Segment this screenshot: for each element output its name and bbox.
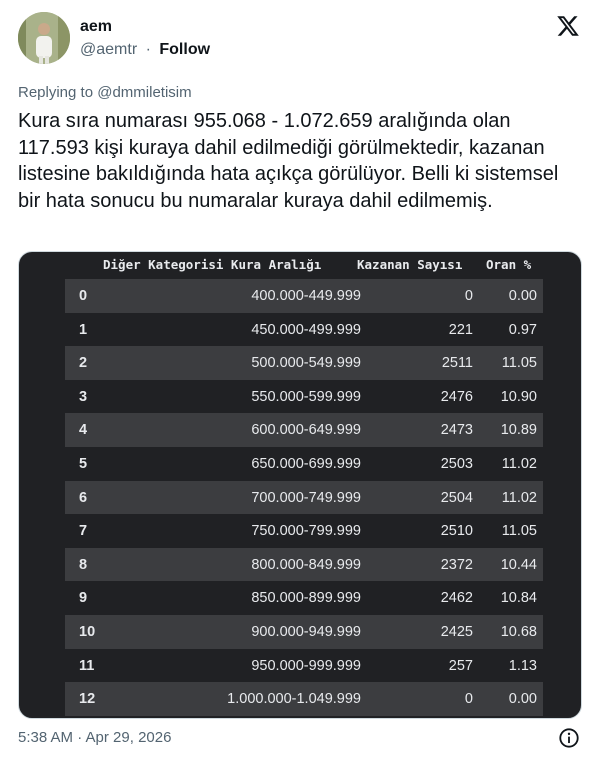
table-row bbox=[65, 548, 543, 582]
row-rate: 0.00 bbox=[508, 288, 537, 304]
table-row bbox=[65, 413, 543, 447]
x-logo-icon[interactable] bbox=[556, 14, 580, 38]
table-row bbox=[65, 346, 543, 380]
header-rate: Oran % bbox=[486, 257, 532, 272]
separator-dot: · bbox=[145, 41, 151, 58]
follow-button[interactable]: Follow bbox=[159, 41, 211, 58]
row-index: 7 bbox=[79, 523, 88, 540]
row-count: 2503 bbox=[440, 455, 473, 472]
table-row bbox=[65, 313, 543, 347]
row-range: 1.000.000-1.049.999 bbox=[227, 691, 361, 708]
tweet-header bbox=[18, 12, 582, 66]
row-range: 500.000-549.999 bbox=[251, 355, 361, 372]
table-row bbox=[65, 581, 543, 615]
row-count: 2476 bbox=[440, 388, 473, 405]
row-index: 1 bbox=[79, 321, 88, 338]
row-range: 950.000-999.999 bbox=[251, 657, 361, 674]
row-range: 800.000-849.999 bbox=[251, 556, 361, 573]
tweet-body: Kura sıra numarası 955.068 - 1.072.659 aralığında olan 117.593 kişi kuraya dahil edilmediği görülmektedir, kazanan listesine bakıldığında hata açıkça görülüyor. Belli ki sistemsel bir hata sonucu bu numaralar kuraya dahil edilmemiş. bbox=[18, 110, 559, 212]
row-count: 0 bbox=[464, 288, 473, 304]
row-range: 400.000-449.999 bbox=[251, 288, 361, 304]
table-row bbox=[65, 447, 543, 481]
row-index: 9 bbox=[79, 590, 88, 607]
author-handle[interactable]: @aemtr bbox=[80, 41, 138, 58]
row-rate: 11.02 bbox=[501, 489, 537, 506]
table-image[interactable] bbox=[18, 251, 582, 719]
row-rate: 0.00 bbox=[508, 691, 537, 708]
row-index: 3 bbox=[79, 388, 88, 405]
author-meta bbox=[80, 41, 210, 59]
row-range: 550.000-599.999 bbox=[251, 388, 361, 405]
row-rate: 11.02 bbox=[501, 455, 537, 472]
avatar[interactable] bbox=[18, 12, 70, 64]
row-index: 11 bbox=[79, 657, 95, 674]
row-rate: 11.05 bbox=[501, 355, 537, 372]
row-range: 600.000-649.999 bbox=[251, 422, 361, 439]
row-range: 650.000-699.999 bbox=[251, 455, 361, 472]
avatar-image bbox=[18, 12, 70, 64]
row-rate: 10.84 bbox=[500, 590, 537, 607]
row-range: 900.000-949.999 bbox=[251, 623, 361, 640]
row-range: 850.000-899.999 bbox=[251, 590, 361, 607]
table-row bbox=[65, 279, 543, 313]
table-row bbox=[65, 649, 543, 683]
row-index: 5 bbox=[79, 455, 88, 472]
row-count: 2473 bbox=[440, 422, 473, 439]
row-count: 0 bbox=[464, 691, 473, 708]
row-count: 2425 bbox=[440, 623, 473, 640]
author-name[interactable]: aem bbox=[80, 18, 113, 35]
row-index: 0 bbox=[79, 288, 88, 304]
row-rate: 1.13 bbox=[508, 657, 537, 674]
table-row bbox=[65, 380, 543, 414]
row-rate: 0.97 bbox=[508, 321, 537, 338]
row-index: 4 bbox=[79, 422, 88, 439]
row-count: 2372 bbox=[440, 556, 473, 573]
row-count: 2511 bbox=[441, 355, 473, 372]
row-count: 2504 bbox=[440, 489, 473, 506]
table-row bbox=[65, 682, 543, 716]
reply-handle[interactable]: @dmmiletisim bbox=[97, 84, 192, 101]
row-index: 2 bbox=[79, 355, 88, 372]
row-rate: 10.89 bbox=[500, 422, 537, 439]
row-rate: 10.68 bbox=[500, 623, 537, 640]
row-index: 10 bbox=[79, 623, 96, 640]
row-count: 221 bbox=[448, 321, 473, 338]
table-header bbox=[19, 252, 582, 276]
header-range: Diğer Kategorisi Kura Aralığı bbox=[103, 257, 322, 272]
header-count: Kazanan Sayısı bbox=[357, 257, 463, 272]
table-row bbox=[65, 481, 543, 515]
row-range: 450.000-499.999 bbox=[251, 321, 361, 338]
row-rate: 10.44 bbox=[500, 556, 537, 573]
row-rate: 11.05 bbox=[501, 523, 537, 540]
row-rate: 10.90 bbox=[500, 388, 537, 405]
row-index: 12 bbox=[79, 691, 96, 708]
row-count: 257 bbox=[448, 657, 473, 674]
reply-context bbox=[18, 84, 192, 101]
reply-prefix: Replying to bbox=[18, 84, 94, 101]
row-index: 6 bbox=[79, 489, 88, 506]
table-rows bbox=[65, 279, 543, 716]
info-icon[interactable] bbox=[558, 727, 580, 749]
table-row bbox=[65, 514, 543, 548]
table-row bbox=[65, 615, 543, 649]
row-range: 700.000-749.999 bbox=[251, 489, 361, 506]
row-count: 2462 bbox=[440, 590, 473, 607]
row-range: 750.000-799.999 bbox=[251, 523, 361, 540]
timestamp[interactable]: 5:38 AM · Apr 29, 2026 bbox=[18, 729, 172, 746]
row-index: 8 bbox=[79, 556, 88, 573]
row-count: 2510 bbox=[440, 523, 473, 540]
